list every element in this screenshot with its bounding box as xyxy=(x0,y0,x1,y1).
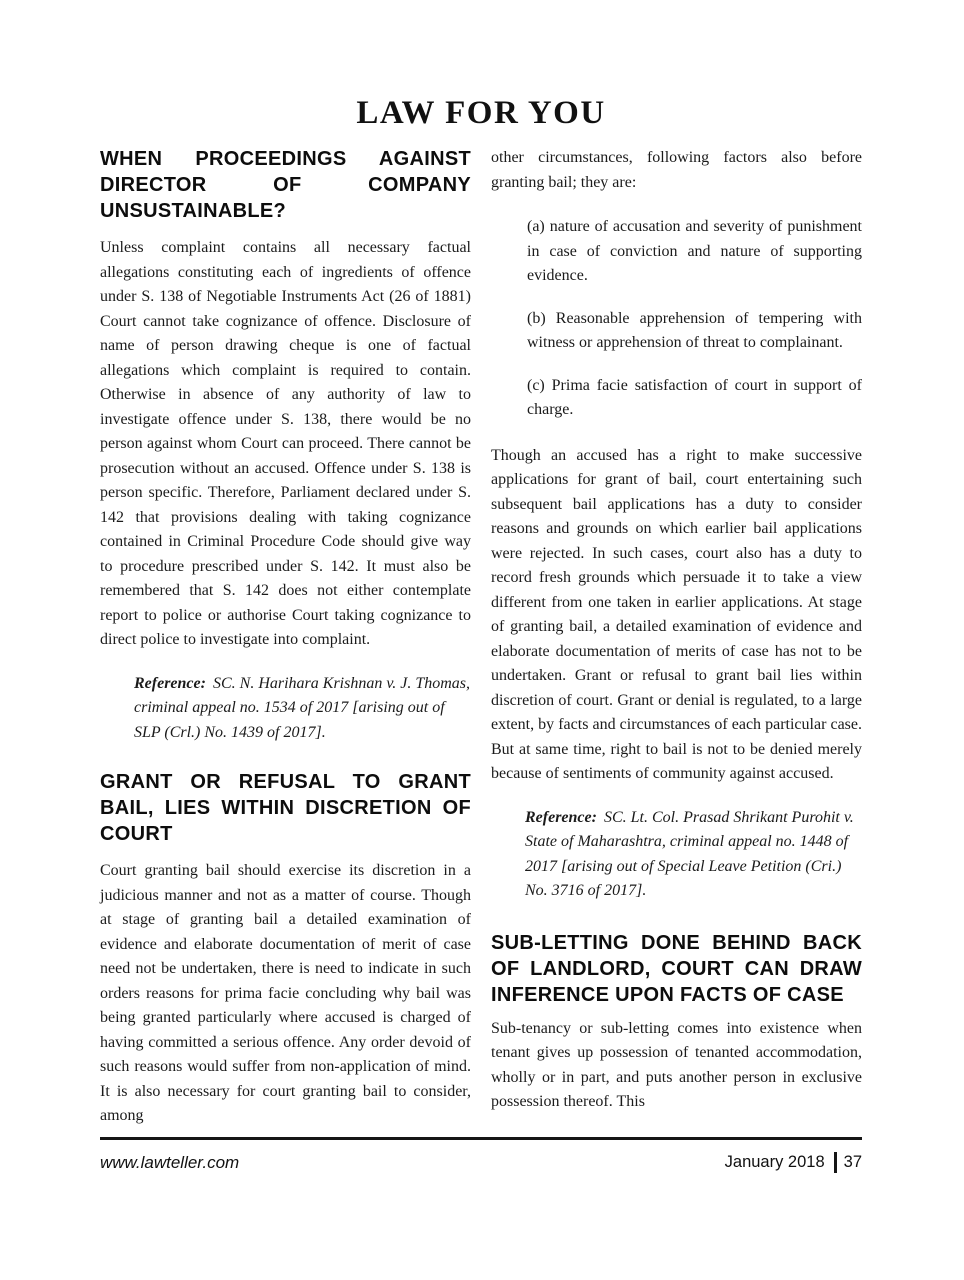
factor-item-a: (a) nature of accusation and severity of punishment in case of conviction and nature of supporting evidence. xyxy=(527,218,862,284)
article2-body-part2: Though an accused has a right to make successive applications for grant of bail, court entertaining such subsequent bail applications has a duty to consider reasons and grounds on which earlier bail applications were rejected. In such cases, court also has a duty to record fresh grounds which persuade it to take a view different from one taken in earlier applications. At stage of granting bail, a detailed examination of evidence and elaborate documentation of merits of case has not to be undertaken. Grant or refusal to grant bail lies within discretion of court. Grant or denial is regulated, to a large extent, by facts and circumstances of each particular case. But at same time, right to bail is not to be denied merely because of sentiments of community against accused. xyxy=(491,446,862,782)
page-footer xyxy=(100,1137,862,1173)
reference-text: SC. Lt. Col. Prasad Shrikant Purohit v. State of Maharashtra, criminal appeal no. 1448 of 2017 [arising out of Special Leave Petition (Cri.) No. 3716 of 2017]. xyxy=(525,808,854,899)
issue-date: January 2018 xyxy=(724,1153,825,1171)
article1-body: Unless complaint contains all necessary factual allegations constituting each of ingredients of offence under S. 138 of Negotiable Instruments Act (26 of 1881) Court cannot take cognizance of offence. Disclosure of name of person drawing cheque is one of factual allegations which complaint is required to contain. Otherwise in absence of any authority of law to investigate offence under S. 138, there would be no person against whom Court can proceed. There cannot be prosecution without an accused. Offence under S. 138 is person specific. Therefore, Parliament declared under S. 142 that provisions dealing with taking cognizance contained in Criminal Procedure Code should give way to procedure prescribed under S. 142. It must also be remembered that S. 142 does not either contemplate report to police or authorise Court taking cognizance to direct police to investigate into complaint. xyxy=(100,239,471,648)
right-column xyxy=(491,146,862,1115)
article1-heading: WHEN PROCEEDINGS AGAINST DIRECTOR OF COMPANY UNSUSTAINABLE? xyxy=(100,148,471,222)
article2-body-continuation: other circumstances, following factors also before granting bail; they are: xyxy=(491,149,862,191)
article3-body: Sub-tenancy or sub-letting comes into existence when tenant gives up possession of tenanted accommodation, wholly or in part, and puts another person in exclusive possession thereof. This xyxy=(491,1019,862,1110)
page-title: LAW FOR YOU xyxy=(356,95,606,131)
reference-label: Reference: xyxy=(134,674,206,692)
left-column xyxy=(100,146,471,1129)
divider-bar xyxy=(834,1152,837,1173)
article2-reference-block xyxy=(525,806,862,904)
issue-info xyxy=(725,1152,862,1173)
factor-item-c: (c) Prima facie satisfaction of court in support of charge. xyxy=(527,376,862,418)
article3-heading: SUB-LETTING DONE BEHIND BACK OF LANDLORD, COURT CAN DRAW INFERENCE UPON FACTS OF CASE xyxy=(491,931,862,1006)
footer-row xyxy=(100,1140,862,1173)
reference-label: Reference: xyxy=(525,808,597,826)
article2-body: Court granting bail should exercise its discretion in a judicious manner and not as a matter of course. Though at stage of granting bail a detailed examination of evidence and elaborate documentation of merit of case need not be undertaken, there is need to indicate in such orders reasons for prima facie concluding why bail was being granted particularly where accused is charged of having committed a serious offence. Any order devoid of such reasons would suffer from non-application of mind. It is also necessary for court granting bail to consider, among xyxy=(100,862,471,1124)
website-text: www.lawteller.com xyxy=(100,1152,240,1172)
article2-heading: GRANT OR REFUSAL TO GRANT BAIL, LIES WITHIN DISCRETION OF COURT xyxy=(100,771,471,845)
factor-item-b: (b) Reasonable apprehension of tempering with witness or apprehension of threat to complainant. xyxy=(527,309,862,351)
article1-reference-block xyxy=(134,672,471,746)
reference-text: SC. N. Harihara Krishnan v. J. Thomas, criminal appeal no. 1534 of 2017 [arising out of SLP (Crl.) No. 1439 of 2017]. xyxy=(134,674,471,741)
two-column-layout xyxy=(100,146,862,1129)
page-number: 37 xyxy=(843,1153,862,1171)
